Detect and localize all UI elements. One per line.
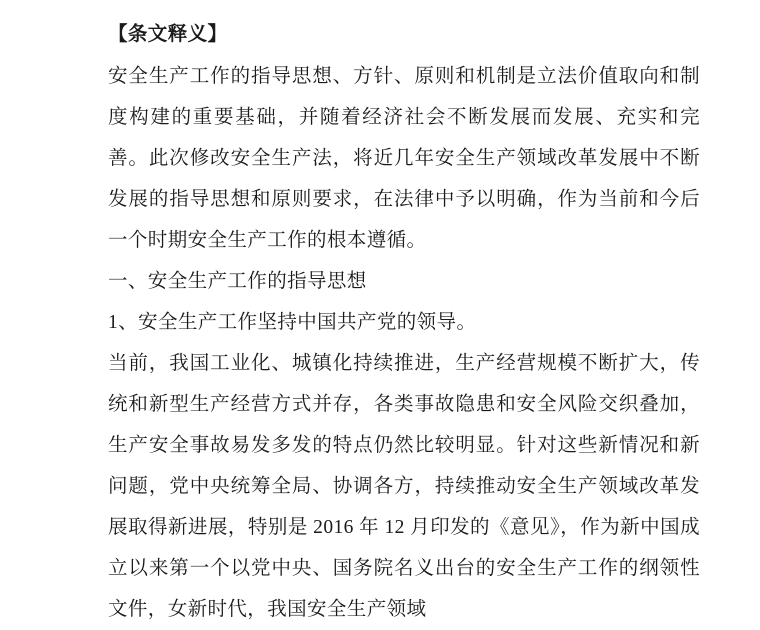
- paragraph-2-subheading: 一、安全生产工作的指导思想: [108, 271, 367, 292]
- section-heading: 【条文释义】: [108, 24, 228, 45]
- document-body: [108, 14, 700, 630]
- paragraph-3-item: 1、安全生产工作坚持中国共产党的领导。: [108, 312, 477, 333]
- paragraph-4: 当前，我国工业化、城镇化持续推进，生产经营规模不断扩大，传统和新型生产经营方式并存，各类事故隐患和安全风险交织叠加，生产安全事故易发多发的特点仍然比较明显。针对这些新情况和新问题，党中央统筹全局、协调各方，持续推动安全生产领域改革发展取得新进展，特别是 2016 年 12 月印发的《意见》，作为新中国成立以来第一个以党中央、国务院名义出台的安全生产工作的纲领性文件，女新时代，我国安全生产领域: [108, 353, 700, 620]
- paragraph-1: 安全生产工作的指导思想、方针、原则和机制是立法价值取向和制度构建的重要基础，并随着经济社会不断发展而发展、充实和完善。此次修改安全生产法，将近几年安全生产领域改革发展中不断发展的指导思想和原则要求，在法律中予以明确，作为当前和今后一个时期安全生产工作的根本遵循。: [108, 66, 700, 251]
